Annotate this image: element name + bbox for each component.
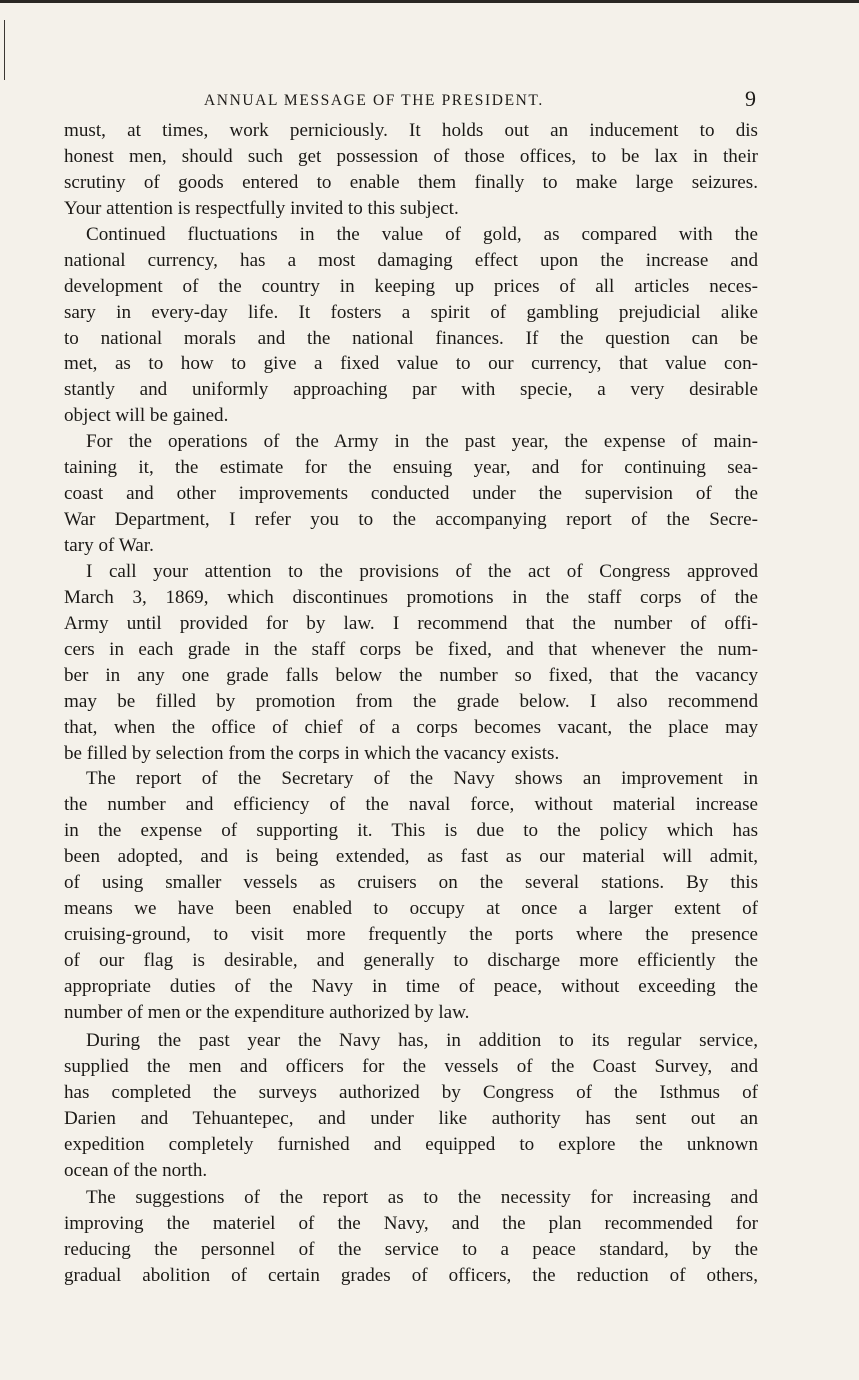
text-line: means we have been enabled to occupy at once a larger extent of bbox=[64, 898, 758, 920]
text-line: number of men or the expenditure authorized by law. bbox=[64, 1001, 470, 1023]
body-text bbox=[64, 118, 758, 1289]
text-line: the number and efficiency of the naval force, without material increase bbox=[64, 794, 758, 816]
text-line: ocean of the north. bbox=[64, 1159, 208, 1181]
text-line: Army until provided for by law. I recommend that the number of offi- bbox=[64, 612, 758, 634]
text-line: may be filled by promotion from the grade below. I also recommend bbox=[64, 690, 758, 712]
running-head bbox=[64, 86, 758, 118]
text-line: met, as to how to give a fixed value to our currency, that value con- bbox=[64, 353, 758, 375]
text-line: The report of the Secretary of the Navy shows an improvement in bbox=[86, 768, 758, 790]
text-line: must, at times, work perniciously. It holds out an inducement to dis bbox=[64, 120, 758, 141]
text-line: be filled by selection from the corps in which the vacancy exists. bbox=[64, 742, 560, 764]
text-line: object will be gained. bbox=[64, 405, 229, 427]
text-line: Your attention is respectfully invited to this subject. bbox=[64, 197, 459, 219]
text-line: During the past year the Navy has, in addition to its regular service, bbox=[86, 1029, 758, 1051]
running-head-title: ANNUAL MESSAGE OF THE PRESIDENT. bbox=[204, 92, 544, 109]
text-line: sary in every-day life. It fosters a spirit of gambling prejudicial alike bbox=[64, 301, 758, 323]
text-line: coast and other improvements conducted under the supervision of the bbox=[64, 483, 758, 505]
text-line: stantly and uniformly approaching par with specie, a very desirable bbox=[64, 379, 758, 401]
text-line: that, when the office of chief of a corps becomes vacant, the place may bbox=[64, 716, 758, 738]
text-line: to national morals and the national finances. If the question can be bbox=[64, 327, 758, 349]
text-line: gradual abolition of certain grades of officers, the reduction of others, bbox=[64, 1265, 758, 1287]
page-number: 9 bbox=[745, 86, 756, 111]
text-line: honest men, should such get possession of those offices, to be lax in their bbox=[64, 145, 758, 167]
text-line: in the expense of supporting it. This is due to the policy which has bbox=[64, 820, 758, 842]
document-page bbox=[64, 86, 758, 1289]
text-line: scrutiny of goods entered to enable them finally to make large seizures. bbox=[64, 171, 758, 193]
text-line: ber in any one grade falls below the number so fixed, that the vacancy bbox=[64, 664, 758, 686]
left-edge-mark bbox=[4, 20, 5, 80]
text-line: supplied the men and officers for the vessels of the Coast Survey, and bbox=[64, 1055, 758, 1077]
text-line: appropriate duties of the Navy in time of peace, without exceeding the bbox=[64, 975, 758, 997]
text-line: of our flag is desirable, and generally to discharge more efficiently the bbox=[64, 950, 758, 971]
text-line: of using smaller vessels as cruisers on the several stations. By this bbox=[64, 872, 758, 894]
text-line: tary of War. bbox=[64, 535, 154, 556]
text-line: For the operations of the Army in the past year, the expense of main- bbox=[86, 431, 758, 453]
text-line: Continued fluctuations in the value of gold, as compared with the bbox=[86, 223, 758, 245]
text-line: been adopted, and is being extended, as fast as our material will admit, bbox=[64, 846, 758, 868]
text-line: national currency, has a most damaging effect upon the increase and bbox=[64, 249, 758, 271]
text-line: taining it, the estimate for the ensuing year, and for continuing sea- bbox=[64, 457, 758, 479]
text-line: The suggestions of the report as to the necessity for increasing and bbox=[86, 1187, 758, 1209]
text-line: expedition completely furnished and equipped to explore the unknown bbox=[64, 1133, 758, 1155]
text-line: Darien and Tehuantepec, and under like authority has sent out an bbox=[64, 1107, 758, 1129]
text-line: cruising-ground, to visit more frequently the ports where the presence bbox=[64, 924, 758, 946]
text-line: March 3, 1869, which discontinues promotions in the staff corps of the bbox=[64, 586, 758, 608]
text-line: I call your attention to the provisions of the act of Congress approved bbox=[86, 560, 758, 582]
text-line: War Department, I refer you to the accompanying report of the Secre- bbox=[64, 509, 758, 531]
text-line: cers in each grade in the staff corps be fixed, and that whenever the num- bbox=[64, 638, 758, 660]
top-border-rule bbox=[0, 0, 859, 3]
text-line: improving the materiel of the Navy, and the plan recommended for bbox=[64, 1213, 758, 1235]
text-line: reducing the personnel of the service to a peace standard, by the bbox=[64, 1239, 758, 1261]
text-line: development of the country in keeping up prices of all articles neces- bbox=[64, 275, 758, 297]
text-line: has completed the surveys authorized by Congress of the Isthmus of bbox=[64, 1081, 758, 1103]
